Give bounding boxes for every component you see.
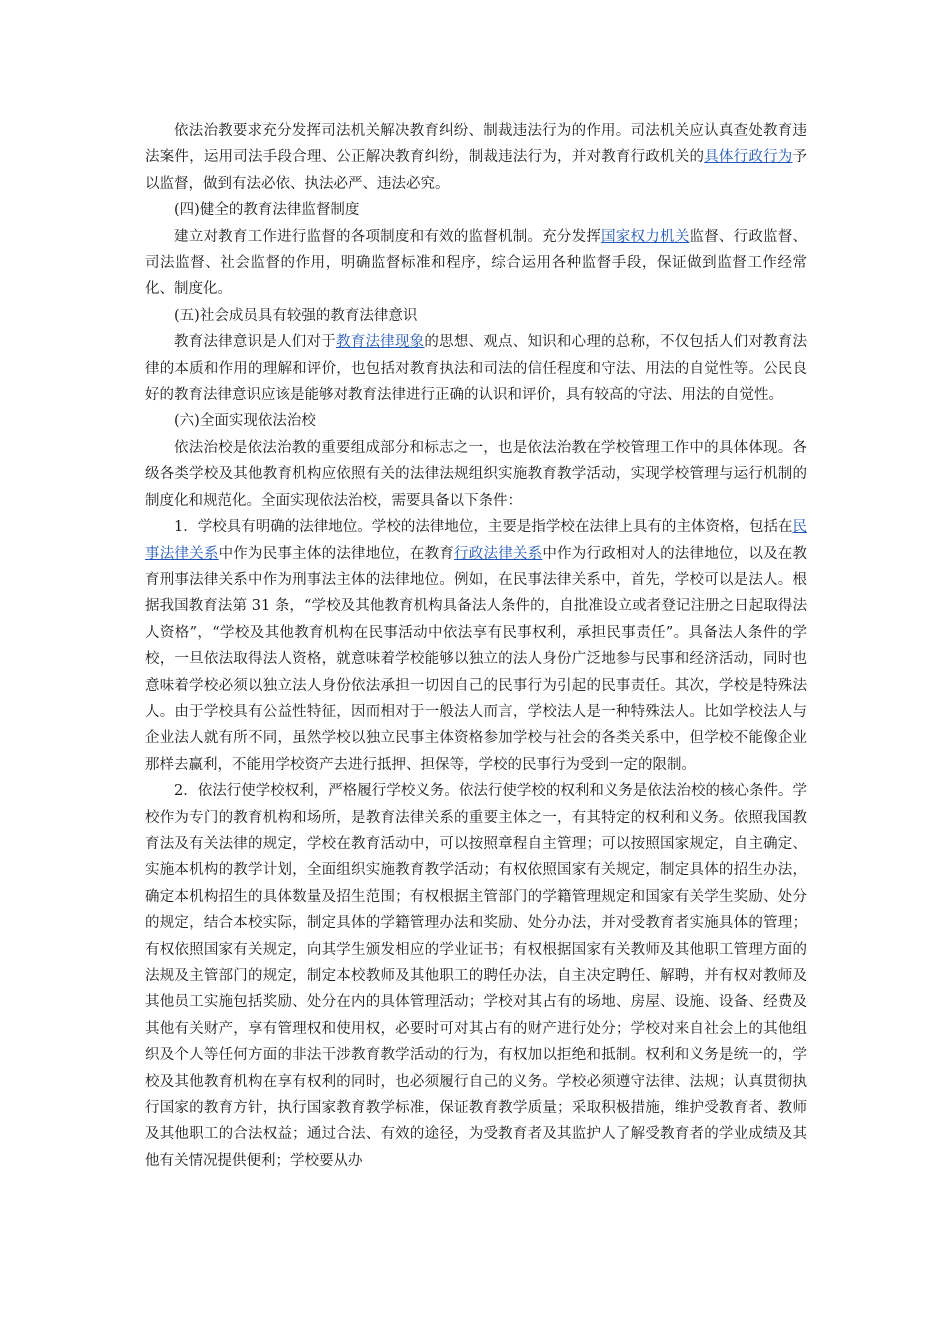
heading-rule-of-law-school: (六)全面实现依法治校 xyxy=(174,413,316,430)
paragraph-text: 中作为行政相对人的法律地位，以及在教育刑事法律关系中作为刑事法主体的法律地位。例如，在民事法律关系中，首先，学校可以是法人。根据我国教育法第 31 条，“学校及其他教育机构具备法人条件的，自批准设立或者登记注册之日起取得法人资格”，“学校及其他教育机构在民事活动中依法享有民事权利，承担民事责任”。具备法人条件的学校，一旦依法取得法人资格，就意味着学校能够以独立的法人身份广泛地参与民事和经济活动，同时也意味着学校必须以独立法人身份依法承担一切因自己的民事行为引起的民事责任。其次，学校是特殊法人。由于学校具有公益性特征，因而相对于一般法人而言，学校法人是一种特殊法人。比如学校法人与企业法人就有所不同，虽然学校以独立民事主体资格参加学校与社会的各类关系中，但学校不能像企业那样去赢利，不能用学校资产去进行抵押、担保等，学校的民事行为受到一定的限制。 xyxy=(145,545,808,773)
heading-supervision-system: (四)健全的教育法律监督制度 xyxy=(174,202,360,219)
paragraph-text: 教育法律意识是人们对于 xyxy=(174,334,336,351)
paragraph-text: 1．学校具有明确的法律地位。学校的法律地位，主要是指学校在法律上具有的主体资格，包括在 xyxy=(174,519,793,536)
paragraph-text: 依法治教要求充分发挥司法机关解决教育纠纷、制裁违法行为的作用。司法机关应认真查处教育违法案件，运用司法手段合理、公正解决教育纠纷，制裁违法行为，并对教育行政机关的 xyxy=(145,123,807,166)
paragraph-legal-status xyxy=(145,514,807,778)
paragraph-rights-obligations: 2．依法行使学校权利，严格履行学校义务。依法行使学校的权利和义务是依法治校的核心条件。学校作为专门的教育机构和场所，是教育法律关系的重要主体之一，有其特定的权利和义务。依照我国教育法及有关法律的规定，学校在教育活动中，可以按照章程自主管理；可以按照国家规定，自主确定、实施本机构的教学计划，全面组织实施教育教学活动；有权依照国家有关规定，制定具体的招生办法，确定本机构招生的具体数量及招生范围；有权根据主管部门的学籍管理规定和国家有关学生奖励、处分的规定，结合本校实际，制定具体的学籍管理办法和奖励、处分办法，并对受教育者实施具体的管理；有权依照国家有关规定，向其学生颁发相应的学业证书；有权根据国家有关教师及其他职工管理方面的法规及主管部门的规定，制定本校教师及其他职工的聘任办法，自主决定聘任、解聘，并有权对教师及其他员工实施包括奖励、处分在内的具体管理活动；学校对其占有的场地、房屋、设施、设备、经费及其他有关财产，享有管理权和使用权，必要时可对其占有的财产进行处分；学校对来自社会上的其他组织及个人等任何方面的非法干涉教育教学活动的行为，有权加以拒绝和抵制。权利和义务是统一的，学校及其他教育机构在享有权利的同时，也必须履行自己的义务。学校必须遵守法律、法规；认真贯彻执行国家的教育方针，执行国家教育教学标准，保证教育教学质量；采取积极措施，维护受教育者、教师及其他职工的合法权益；通过合法、有效的途径，为受教育者及其监护人了解受教育者的学业成绩及其他有关情况提供便利；学校要从办 xyxy=(145,783,807,1169)
document-body xyxy=(145,118,807,1174)
paragraph-legal-awareness xyxy=(145,329,807,408)
paragraph-rule-of-law-school: 依法治校是依法治教的重要组成部分和标志之一，也是依法治教在学校管理工作中的具体体现。各级各类学校及其他教育机构应依照有关的法律法规组织实施教育教学活动，实现学校管理与运行机制的制度化和规范化。全面实现依法治校，需要具备以下条件： xyxy=(145,439,807,509)
paragraph-text: 予以监督，做到有法必依、执法必严、违法必究。 xyxy=(145,149,807,192)
link-education-legal-phenomenon[interactable]: 教育法律现象 xyxy=(336,334,425,351)
paragraph-text: 建立对教育工作进行监督的各项制度和有效的监督机制。充分发挥 xyxy=(174,228,602,245)
link-administrative-legal-relation[interactable]: 行政法律关系 xyxy=(454,545,543,562)
paragraph-text: 的思想、观点、知识和心理的总称，不仅包括人们对教育法律的本质和作用的理解和评价，也包括对教育执法和司法的信任程度和守法、用法的自觉性等。公民良好的教育法律意识应该是能够对教育法律进行正确的认识和评价，具有较高的守法、用法的自觉性。 xyxy=(145,334,808,404)
link-state-power-organ[interactable]: 国家权力机关 xyxy=(601,228,690,245)
link-specific-administrative-act[interactable]: 具体行政行为 xyxy=(704,149,793,166)
paragraph-text: 中作为民事主体的法律地位，在教育 xyxy=(218,545,455,562)
paragraph-supervision xyxy=(145,224,807,303)
heading-legal-awareness: (五)社会成员具有较强的教育法律意识 xyxy=(174,307,418,324)
link-civil-legal-relation[interactable]: 民事法律关系 xyxy=(145,519,807,562)
paragraph-judicial-role xyxy=(145,118,807,197)
paragraph-text: 监督、行政监督、司法监督、社会监督的作用，明确监督标准和程序，综合运用各种监督手段，保证做到监督工作经常化、制度化。 xyxy=(145,228,808,298)
